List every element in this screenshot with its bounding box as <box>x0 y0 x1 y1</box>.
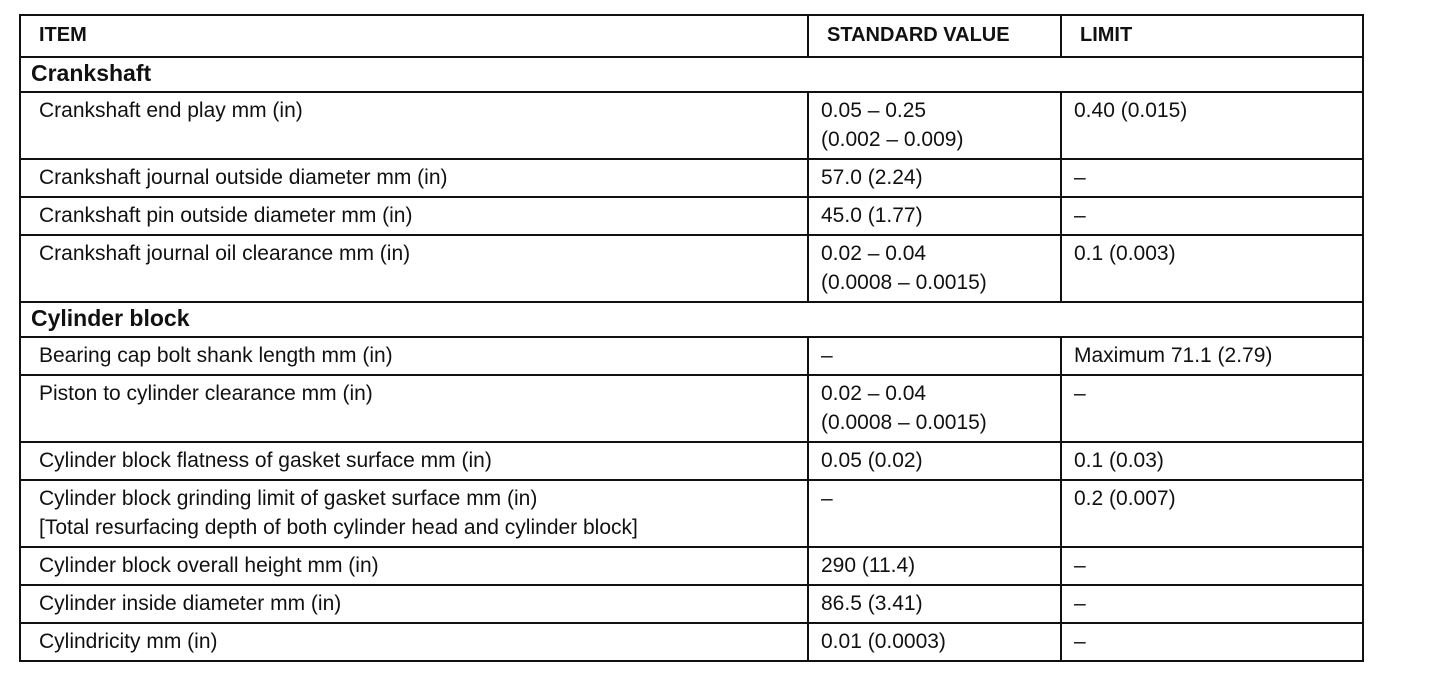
table-row <box>20 92 1363 159</box>
standard-value-text: – <box>821 344 833 367</box>
standard-value-cell <box>808 92 1061 159</box>
section-title: Cylinder block <box>20 302 1363 337</box>
limit-cell <box>1061 375 1363 442</box>
standard-value-text: (0.0008 – 0.0015) <box>821 411 987 434</box>
item-cell <box>20 159 808 197</box>
table-row <box>20 623 1363 661</box>
item-text: Cylinder block overall height mm (in) <box>39 554 379 577</box>
item-text: Piston to cylinder clearance mm (in) <box>39 382 373 405</box>
limit-cell <box>1061 442 1363 480</box>
item-cell <box>20 375 808 442</box>
table-row <box>20 337 1363 375</box>
table-row <box>20 197 1363 235</box>
limit-cell <box>1061 92 1363 159</box>
limit-text: – <box>1074 592 1086 615</box>
limit-text: Maximum 71.1 (2.79) <box>1074 344 1273 367</box>
standard-value-cell <box>808 547 1061 585</box>
table-row <box>20 585 1363 623</box>
item-text: Crankshaft pin outside diameter mm (in) <box>39 204 413 227</box>
item-text: [Total resurfacing depth of both cylinder head and cylinder block] <box>39 516 638 539</box>
limit-text: – <box>1074 630 1086 653</box>
item-text: Cylinder block flatness of gasket surface mm (in) <box>39 449 492 472</box>
limit-cell <box>1061 623 1363 661</box>
standard-value-text: – <box>821 487 833 510</box>
limit-cell <box>1061 480 1363 547</box>
limit-cell <box>1061 197 1363 235</box>
standard-value-text: 0.01 (0.0003) <box>821 630 946 653</box>
standard-value-cell <box>808 480 1061 547</box>
standard-value-cell <box>808 585 1061 623</box>
standard-value-text: 0.05 (0.02) <box>821 449 923 472</box>
limit-text: 0.2 (0.007) <box>1074 487 1176 510</box>
header-row <box>20 15 1363 57</box>
standard-value-text: 0.05 – 0.25 <box>821 99 927 122</box>
limit-text: 0.1 (0.03) <box>1074 449 1164 472</box>
table-row <box>20 442 1363 480</box>
standard-value-cell <box>808 235 1061 302</box>
spec-body <box>20 57 1363 661</box>
item-text: Crankshaft journal oil clearance mm (in) <box>39 242 411 265</box>
standard-value-text: 57.0 (2.24) <box>821 166 923 189</box>
item-cell <box>20 585 808 623</box>
limit-cell <box>1061 159 1363 197</box>
standard-value-text: 86.5 (3.41) <box>821 592 923 615</box>
header-standard-value: STANDARD VALUE <box>808 15 1061 57</box>
limit-text: – <box>1074 204 1086 227</box>
limit-cell <box>1061 337 1363 375</box>
limit-cell <box>1061 585 1363 623</box>
standard-value-text: 290 (11.4) <box>821 554 916 577</box>
standard-value-text: 0.02 – 0.04 <box>821 242 927 265</box>
item-cell <box>20 480 808 547</box>
standard-value-cell <box>808 159 1061 197</box>
item-cell <box>20 235 808 302</box>
spec-table <box>19 14 1364 662</box>
limit-text: 0.1 (0.003) <box>1074 242 1176 265</box>
header-item: ITEM <box>20 15 808 57</box>
item-text: Bearing cap bolt shank length mm (in) <box>39 344 393 367</box>
item-cell <box>20 197 808 235</box>
item-cell <box>20 92 808 159</box>
limit-text: – <box>1074 166 1086 189</box>
item-text: Cylinder inside diameter mm (in) <box>39 592 342 615</box>
section-row <box>20 57 1363 92</box>
standard-value-cell <box>808 375 1061 442</box>
item-text: Crankshaft end play mm (in) <box>39 99 303 122</box>
standard-value-cell <box>808 442 1061 480</box>
table-row <box>20 547 1363 585</box>
item-text: Cylindricity mm (in) <box>39 630 218 653</box>
limit-text: 0.40 (0.015) <box>1074 99 1188 122</box>
limit-cell <box>1061 235 1363 302</box>
item-cell <box>20 623 808 661</box>
limit-text: – <box>1074 382 1086 405</box>
limit-text: – <box>1074 554 1086 577</box>
standard-value-cell <box>808 337 1061 375</box>
item-cell <box>20 547 808 585</box>
section-title: Crankshaft <box>20 57 1363 92</box>
item-cell <box>20 337 808 375</box>
standard-value-text: 0.02 – 0.04 <box>821 382 927 405</box>
standard-value-text: (0.0008 – 0.0015) <box>821 271 987 294</box>
standard-value-cell <box>808 197 1061 235</box>
header-limit: LIMIT <box>1061 15 1363 57</box>
limit-cell <box>1061 547 1363 585</box>
section-row <box>20 302 1363 337</box>
item-text: Cylinder block grinding limit of gasket surface mm (in) <box>39 487 538 510</box>
item-cell <box>20 442 808 480</box>
table-row <box>20 235 1363 302</box>
item-text: Crankshaft journal outside diameter mm (in) <box>39 166 448 189</box>
standard-value-text: 45.0 (1.77) <box>821 204 923 227</box>
table-row <box>20 480 1363 547</box>
table-row <box>20 375 1363 442</box>
standard-value-text: (0.002 – 0.009) <box>821 128 964 151</box>
table-row <box>20 159 1363 197</box>
standard-value-cell <box>808 623 1061 661</box>
